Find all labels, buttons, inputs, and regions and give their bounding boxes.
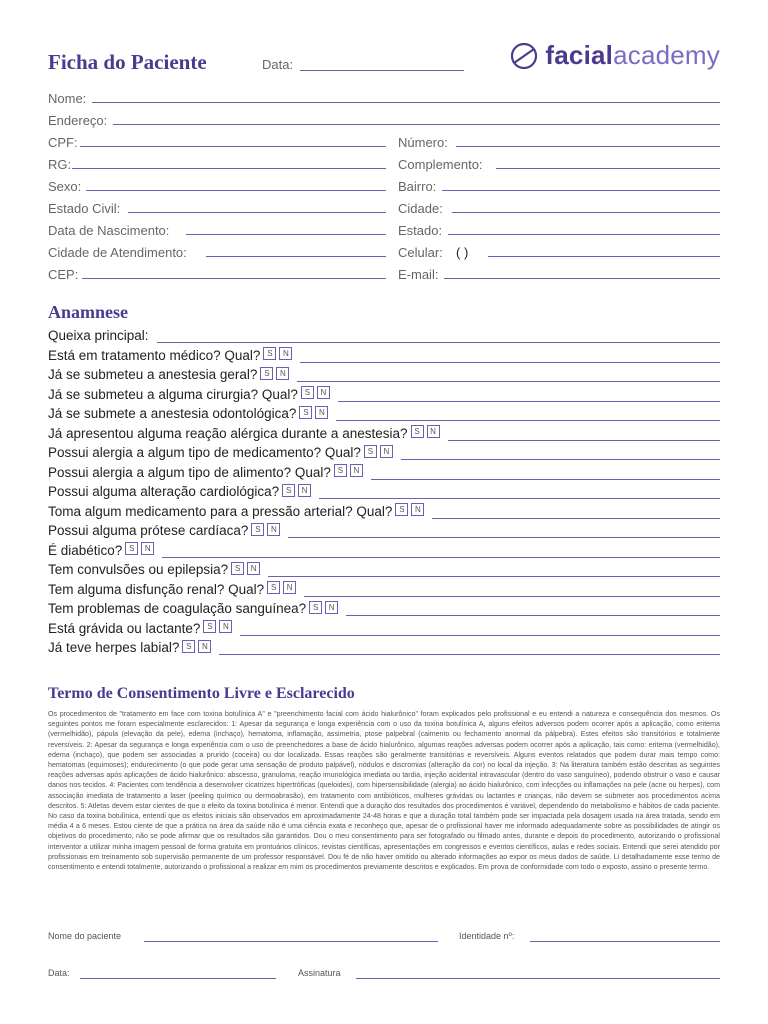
sim-checkbox[interactable]: S <box>267 581 280 594</box>
nao-checkbox[interactable]: N <box>267 523 280 536</box>
answer-line[interactable] <box>432 518 720 519</box>
data-nascimento-label: Data de Nascimento: <box>48 223 170 238</box>
nome-label: Nome: <box>48 91 87 106</box>
identidade-field[interactable] <box>530 941 720 942</box>
sim-checkbox[interactable]: S <box>282 484 295 497</box>
bairro-field[interactable] <box>442 190 720 191</box>
answer-line[interactable] <box>338 401 720 402</box>
anamnese-question <box>48 445 393 460</box>
anamnese-question <box>48 582 296 597</box>
endereco-field[interactable] <box>113 124 720 125</box>
anamnese-question <box>48 348 292 363</box>
sim-checkbox[interactable]: S <box>251 523 264 536</box>
date-field[interactable] <box>300 70 464 71</box>
question-text: Já teve herpes labial? <box>48 640 180 655</box>
question-text: Está em tratamento médico? Qual? <box>48 347 261 363</box>
cidade-atendimento-label: Cidade de Atendimento: <box>48 245 187 260</box>
answer-line[interactable] <box>162 557 720 558</box>
nome-paciente-field[interactable] <box>144 941 438 942</box>
nao-checkbox[interactable]: N <box>247 562 260 575</box>
nao-checkbox[interactable]: N <box>283 581 296 594</box>
answer-line[interactable] <box>240 635 720 636</box>
sim-checkbox[interactable]: S <box>125 542 138 555</box>
assinatura-label: Assinatura <box>298 968 341 978</box>
question-text: Já se submeteu a anestesia geral? <box>48 367 258 382</box>
facialacademy-logo <box>509 40 720 71</box>
identidade-label: Identidade nº: <box>459 931 515 941</box>
sim-checkbox[interactable]: S <box>334 464 347 477</box>
question-text: Toma algum medicamento para a pressão arterial? Qual? <box>48 503 393 519</box>
answer-line[interactable] <box>336 420 720 421</box>
nao-checkbox[interactable]: N <box>350 464 363 477</box>
question-text: Possui alguma prótese cardíaca? <box>48 523 249 538</box>
answer-line[interactable] <box>268 576 720 577</box>
sim-checkbox[interactable]: S <box>260 367 273 380</box>
question-text: Possui alergia a algum tipo de alimento? Qual? <box>48 464 331 480</box>
estado-field[interactable] <box>448 234 720 235</box>
answer-line[interactable] <box>346 615 720 616</box>
question-text: Possui alergia a algum tipo de medicamento? Qual? <box>48 445 361 460</box>
question-text: Possui alguma alteração cardiológica? <box>48 484 280 499</box>
sim-checkbox[interactable]: S <box>299 406 312 419</box>
anamnese-question <box>48 621 232 636</box>
nao-checkbox[interactable]: N <box>298 484 311 497</box>
rg-field[interactable] <box>72 168 386 169</box>
nao-checkbox[interactable]: N <box>411 503 424 516</box>
numero-field[interactable] <box>456 146 720 147</box>
answer-line[interactable] <box>401 459 720 460</box>
anamnese-question <box>48 504 424 519</box>
page-title: Ficha do Paciente <box>48 50 207 74</box>
answer-line[interactable] <box>448 440 721 441</box>
answer-line[interactable] <box>297 381 720 382</box>
question-text: Tem problemas de coagulação sanguínea? <box>48 601 307 616</box>
celular-field[interactable] <box>488 256 720 257</box>
termo-data-label: Data: <box>48 968 70 978</box>
sim-checkbox[interactable]: S <box>301 386 314 399</box>
anamnese-question <box>48 562 260 577</box>
logo-text-bold: facial <box>545 40 614 70</box>
nome-paciente-label: Nome do paciente <box>48 931 122 941</box>
answer-line[interactable] <box>288 537 720 538</box>
rg-label: RG: <box>48 157 72 172</box>
answer-line[interactable] <box>319 498 720 499</box>
numero-label: Número: <box>398 135 448 150</box>
complemento-field[interactable] <box>496 168 720 169</box>
date-label: Data: <box>262 57 294 72</box>
question-text: Tem alguma disfunção renal? Qual? <box>48 581 265 597</box>
cpf-field[interactable] <box>80 146 386 147</box>
anamnese-question <box>48 484 311 499</box>
anamnese-question <box>48 523 280 538</box>
sim-checkbox[interactable]: S <box>364 445 377 458</box>
sim-checkbox[interactable]: S <box>203 620 216 633</box>
data-nascimento-field[interactable] <box>186 234 386 235</box>
sim-checkbox[interactable]: S <box>263 347 276 360</box>
nao-checkbox[interactable]: N <box>325 601 338 614</box>
question-text: Já se submeteu a alguma cirurgia? Qual? <box>48 386 298 402</box>
sim-checkbox[interactable]: S <box>411 425 424 438</box>
nao-checkbox[interactable]: N <box>219 620 232 633</box>
nao-checkbox[interactable]: N <box>141 542 154 555</box>
logo-text-light: academy <box>613 40 720 70</box>
cidade-label: Cidade: <box>398 201 443 216</box>
nao-checkbox[interactable]: N <box>315 406 328 419</box>
sim-checkbox[interactable]: S <box>395 503 408 516</box>
nao-checkbox[interactable]: N <box>380 445 393 458</box>
termo-title: Termo de Consentimento Livre e Esclarecido <box>48 685 355 702</box>
logo-mark-icon <box>509 41 539 71</box>
nao-checkbox[interactable]: N <box>198 640 211 653</box>
question-text: Tem convulsões ou epilepsia? <box>48 562 229 577</box>
sexo-label: Sexo: <box>48 179 82 194</box>
cidade-field[interactable] <box>452 212 720 213</box>
answer-line[interactable] <box>300 362 720 363</box>
anamnese-question <box>48 601 338 616</box>
cep-field[interactable] <box>82 278 386 279</box>
celular-label: Celular: <box>398 245 443 260</box>
sim-checkbox[interactable]: S <box>231 562 244 575</box>
anamnese-question <box>48 543 154 558</box>
complemento-label: Complemento: <box>398 157 483 172</box>
anamnese-title: Anamnese <box>48 302 128 322</box>
anamnese-question <box>48 426 440 441</box>
estado-label: Estado: <box>398 223 443 238</box>
anamnese-question <box>48 387 330 402</box>
question-text: Já apresentou alguma reação alérgica durante a anestesia? <box>48 425 408 441</box>
bairro-label: Bairro: <box>398 179 437 194</box>
estado-civil-field[interactable] <box>128 212 386 213</box>
endereco-label: Endereço: <box>48 113 108 128</box>
estado-civil-label: Estado Civil: <box>48 201 121 216</box>
answer-line[interactable] <box>219 654 720 655</box>
question-text: Já se submete a anestesia odontológica? <box>48 406 297 421</box>
answer-line[interactable] <box>157 342 720 343</box>
nome-field[interactable] <box>92 102 720 103</box>
nao-checkbox[interactable]: N <box>276 367 289 380</box>
nao-checkbox[interactable]: N <box>279 347 292 360</box>
sim-checkbox[interactable]: S <box>309 601 322 614</box>
cidade-atendimento-field[interactable] <box>206 256 386 257</box>
question-text: Está grávida ou lactante? <box>48 620 201 636</box>
assinatura-field[interactable] <box>356 978 720 979</box>
question-text: É diabético? <box>48 542 123 558</box>
sexo-field[interactable] <box>86 190 386 191</box>
anamnese-question <box>48 640 211 655</box>
cpf-label: CPF: <box>48 135 78 150</box>
nao-checkbox[interactable]: N <box>427 425 440 438</box>
anamnese-question <box>48 328 149 343</box>
nao-checkbox[interactable]: N <box>317 386 330 399</box>
cep-label: CEP: <box>48 267 79 282</box>
termo-text: Os procedimentos de "tratamento em face com toxina botulínica A" e "preenchimento facial com ácido hialurônico" foram explicados pelo profissional e eu entendi a natureza e consequência dos mesmos. Os seguintes pontos me foram especialmente esclarecidos: 1: Apesar da segurança e longa experiência com o uso da toxina botulínica A, alguns efeitos adversos podem ocorrer após a aplicação, como eritema (vermelhidão), pápula (elevação da pele), edema (inchaço), hematoma, inflamação, assimetria, ptose palpebral (caimento ou fechamento anormal da pálpebra). Estes efeitos são transitórios e totalmente reversíveis. 2: Apesar da segurança e longa experiência com o uso de preenchedores a base de ácido hialurônico, algumas reações adversas podem ocorrer após a aplicação, tais como: eritema (vermelhidão), edema (inchaço), que podem ser associadas a prurido (coceira) ou dor localizada. Essas reações são geralmente transitórias e reversíveis. Alguns eventos relatados que podem durar mais tempo como: hematomas (equimoses); endurecimento (o que pode gerar uma sensação de produto palpável), nódulos e discromias (alteração da cor) no local da injeção. 3: Na literatura também estão descritas as seguintes reações adversas após aplicações de ácido hialurônico: abscesso, granuloma, reação imunológica imediata ou tardia, injeção acidental intravascular (dentro do vaso sanguíneo), podendo obstruir o vaso e causar danos nos tecidos. 4: Pacientes com tendência a desenvolver cicatrizes hipertróficas (queloides), com hipersensibilidade (alergia) ao ácido hialurônico, com infecções ou inflamações na pele (acne ou herpes), com associação imediata de tratamento a laser (peeling químico ou dermoabrasão), em tratamento com antibióticos, mulheres grávidas ou lactantes e crianças, não devem se submeter aos procedimentos acima descritos. 5: Atletas devem estar cientes de que o efeito da toxina botulínica é menor. Entendi que a duração dos resultados dos procedimentos é variável, dependendo do metabolismo e hábitos de cada paciente. No caso da toxina botulínica, entendi que os efeitos iniciais são observados em aproximadamente 24-48 horas e que a duração total também pode ser impactada pela dosagem usada na área tratada, sendo em média 4 a 6 meses. Estou ciente de que a prática na área da saúde não é uma ciência exata e reconheço que, apesar de o profissional haver me informado adequadamente sobre as possibilidades de atingir os objetivos do procedimento, não se pode afirmar que os resultados são garantidos. Dou o meu consentimento para ser fotografado ou filmado antes, durante e depois do procedimento, autorizando o profissional interventor a utilizar minha imagem pessoal de forma gratuita em prontuários clínicos, revistas científicas, apresentações em congressos e eventos científicos, aulas e redes sociais. Entendi que serei atendido por profissionais em treinamento sob supervisão permanente de um professor responsável. Dou fé de não haver omitido ou alterado informações ao expor os meus dados de saúde. Li detalhadamente esse termo de consentimento e entendi totalmente, autorizando o profissional a realizar em mim os procedimentos previamente descritos e explicados. Em prova de conformidade com todo o exposto, assino o presente termo. <box>48 710 720 872</box>
email-label: E-mail: <box>398 267 439 282</box>
celular-area-code: ( ) <box>456 245 469 260</box>
answer-line[interactable] <box>304 596 720 597</box>
email-field[interactable] <box>444 278 720 279</box>
anamnese-question <box>48 406 328 421</box>
sim-checkbox[interactable]: S <box>182 640 195 653</box>
answer-line[interactable] <box>371 479 720 480</box>
question-text: Queixa principal: <box>48 328 149 343</box>
anamnese-question <box>48 367 289 382</box>
anamnese-question <box>48 465 363 480</box>
termo-data-field[interactable] <box>80 978 276 979</box>
